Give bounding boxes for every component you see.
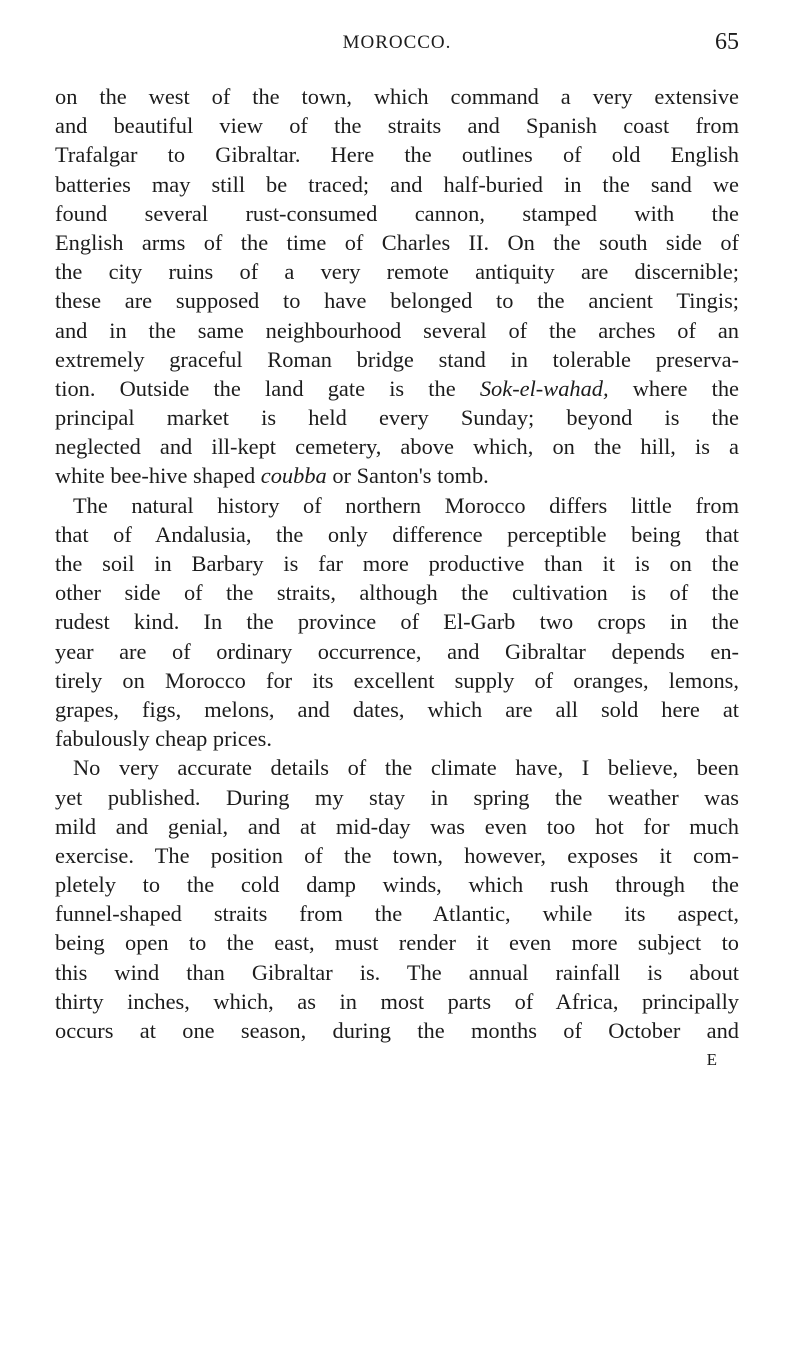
running-head bbox=[55, 29, 739, 68]
text-line bbox=[55, 199, 739, 228]
text-segment: that of Andalusia, the only difference perceptible being that bbox=[55, 521, 739, 547]
text-segment: neglected and ill-kept cemetery, above which, on the hill, is a bbox=[55, 434, 739, 460]
page-number: 65 bbox=[715, 29, 739, 55]
text-line bbox=[55, 637, 739, 666]
text-line bbox=[55, 374, 739, 403]
text-line bbox=[55, 286, 739, 315]
text-line bbox=[55, 140, 739, 169]
text-segment: funnel-shaped straits from the Atlantic, while its aspect, bbox=[55, 901, 739, 927]
text-line bbox=[55, 607, 739, 636]
text-line bbox=[55, 82, 739, 111]
text-line bbox=[55, 812, 739, 841]
italic-text: coubba bbox=[260, 463, 327, 489]
text-segment: No very accurate details of the climate have, I believe, been bbox=[73, 755, 739, 781]
signature-mark: E bbox=[706, 1050, 717, 1070]
text-segment: extremely graceful Roman bridge stand in tolerable preserva- bbox=[55, 346, 739, 372]
text-line bbox=[55, 228, 739, 257]
text-segment: pletely to the cold damp winds, which rush through the bbox=[55, 872, 739, 898]
text-line bbox=[55, 111, 739, 140]
text-segment: the city ruins of a very remote antiquity are discernible; bbox=[55, 259, 739, 285]
text-line bbox=[55, 695, 739, 724]
text-segment: fabulously cheap prices. bbox=[55, 726, 272, 752]
text-segment: tion. Outside the land gate is the bbox=[55, 375, 480, 401]
text-line bbox=[55, 753, 739, 782]
text-line bbox=[55, 432, 739, 461]
text-segment: the soil in Barbary is far more productive than it is on the bbox=[55, 551, 739, 576]
text-line bbox=[55, 520, 739, 549]
text-line bbox=[55, 783, 739, 812]
running-title: MOROCCO. bbox=[342, 32, 452, 53]
text-line bbox=[55, 578, 739, 607]
text-segment: occurs at one season, during the months of October and bbox=[55, 1018, 739, 1043]
text-segment: thirty inches, which, as in most parts of Africa, principally bbox=[55, 988, 739, 1014]
text-segment: tirely on Morocco for its excellent supply of oranges, lemons, bbox=[55, 667, 739, 693]
text-segment: this wind than Gibraltar is. The annual rainfall is about bbox=[55, 959, 739, 985]
text-line bbox=[55, 257, 739, 286]
text-line bbox=[55, 987, 739, 1016]
text-segment: batteries may still be traced; and half-buried in the sand we bbox=[55, 171, 739, 197]
text-segment: and beautiful view of the straits and Spanish coast from bbox=[55, 113, 739, 139]
text-segment: yet published. During my stay in spring the weather was bbox=[55, 784, 739, 810]
text-segment: these are supposed to have belonged to the ancient Tingis; bbox=[55, 288, 739, 314]
text-segment: found several rust-consumed cannon, stamped with the bbox=[55, 200, 739, 226]
text-segment: Trafalgar to Gibraltar. Here the outlines of old English bbox=[55, 142, 739, 168]
text-line bbox=[55, 403, 739, 432]
text-segment: other side of the straits, although the cultivation is of the bbox=[55, 580, 739, 606]
text-line bbox=[55, 549, 739, 578]
italic-text: Sok-el-wahad, bbox=[479, 375, 609, 401]
text-line bbox=[55, 870, 739, 899]
text-line bbox=[55, 461, 739, 490]
text-line bbox=[55, 958, 739, 987]
text-line bbox=[55, 1016, 739, 1045]
text-line bbox=[55, 345, 739, 374]
text-line bbox=[55, 841, 739, 870]
text-segment: white bee-hive shaped bbox=[55, 463, 261, 489]
text-line bbox=[55, 928, 739, 957]
text-segment: or Santon's tomb. bbox=[326, 463, 489, 489]
text-segment: being open to the east, must render it even more subject to bbox=[55, 930, 739, 956]
text-line bbox=[55, 724, 739, 753]
text-segment: exercise. The position of the town, however, exposes it com- bbox=[55, 842, 739, 868]
text-segment: English arms of the time of Charles II. On the south side of bbox=[55, 229, 739, 255]
text-segment: rudest kind. In the province of El-Garb two crops in the bbox=[55, 609, 739, 635]
text-segment: and in the same neighbourhood several of the arches of an bbox=[55, 317, 739, 343]
body-text bbox=[55, 82, 739, 1074]
text-segment: grapes, figs, melons, and dates, which are all sold here at bbox=[55, 696, 739, 722]
text-segment: on the west of the town, which command a very extensive bbox=[55, 84, 739, 109]
text-line bbox=[55, 170, 739, 199]
text-line bbox=[55, 316, 739, 345]
text-segment: The natural history of northern Morocco differs little from bbox=[73, 492, 739, 518]
text-segment: year are of ordinary occurrence, and Gibraltar depends en- bbox=[55, 638, 739, 664]
text-line bbox=[55, 666, 739, 695]
text-line bbox=[55, 491, 739, 520]
text-segment: principal market is held every Sunday; beyond is the bbox=[55, 405, 739, 431]
text-segment: mild and genial, and at mid-day was even too hot for much bbox=[55, 813, 739, 839]
text-line bbox=[55, 899, 739, 928]
text-segment: where the bbox=[608, 375, 739, 401]
